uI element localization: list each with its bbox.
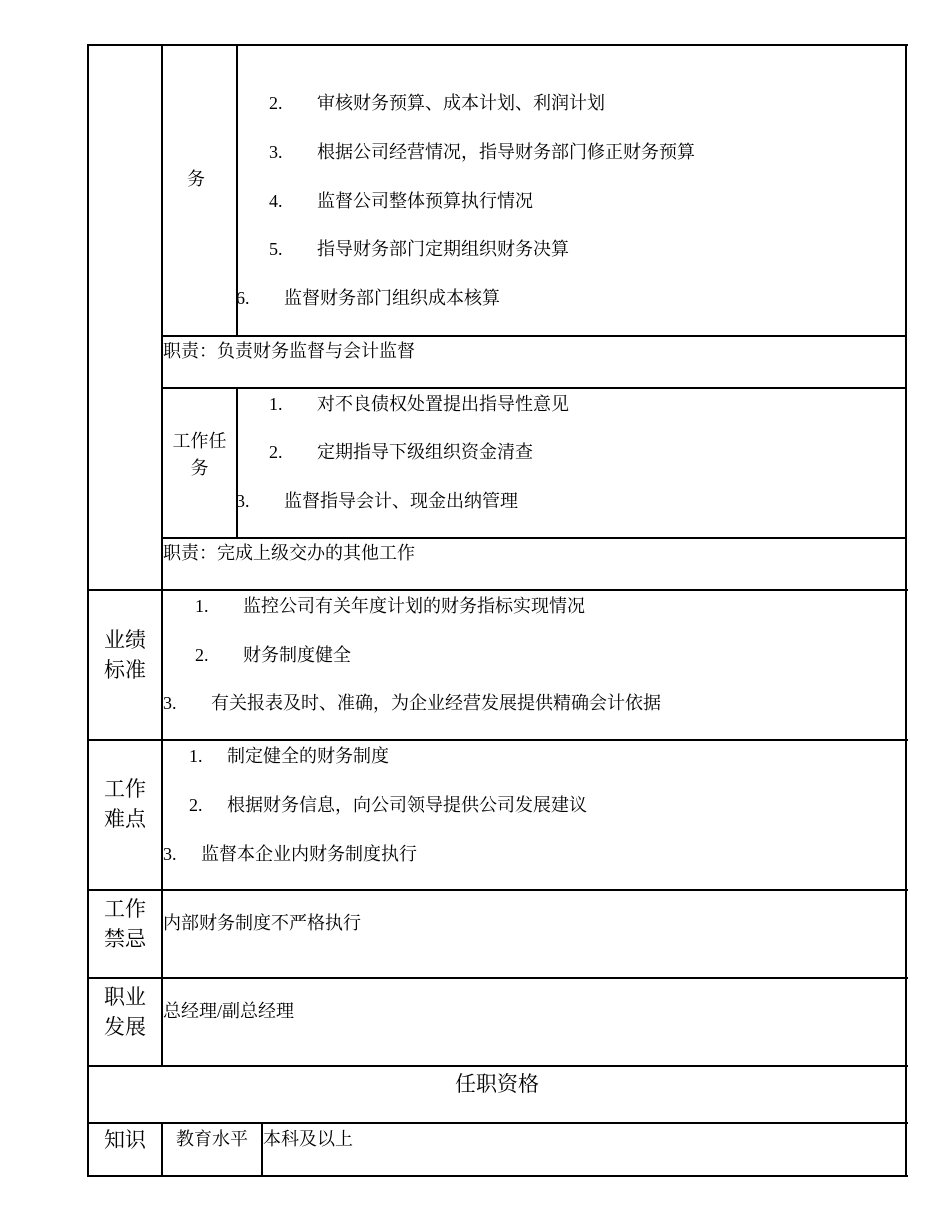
list-item-number: 3. <box>236 491 250 511</box>
list-item-number: 2. <box>195 645 209 665</box>
list-item-number: 1. <box>189 746 203 766</box>
duty-other: 职责：完成上级交办的其他工作 <box>163 543 415 563</box>
section-b-label-line1: 工作任 <box>172 431 227 451</box>
list-item <box>163 843 417 865</box>
career-label-line2: 发展 <box>104 1015 146 1039</box>
taboo-text: 内部财务制度不严格执行 <box>163 913 361 933</box>
list-item <box>269 441 533 463</box>
list-item-number: 3. <box>269 142 283 162</box>
performance-label <box>89 625 161 685</box>
section-a-label: 务 <box>187 169 205 189</box>
list-item <box>189 794 587 816</box>
list-item <box>236 287 500 309</box>
list-item-number: 2. <box>269 442 283 462</box>
list-item-text: 指导财务部门定期组织财务决算 <box>317 239 569 259</box>
list-item-text: 监控公司有关年度计划的财务指标实现情况 <box>243 596 585 616</box>
qualification-header: 任职资格 <box>455 1072 539 1096</box>
taboo-label-line1: 工作 <box>104 897 146 921</box>
list-item-text: 制定健全的财务制度 <box>227 746 389 766</box>
list-item-text: 对不良债权处置提出指导性意见 <box>317 394 569 414</box>
list-item <box>269 238 569 260</box>
list-item-text: 审核财务预算、成本计划、利润计划 <box>317 93 605 113</box>
education-label: 教育水平 <box>176 1129 248 1149</box>
list-item-text: 有关报表及时、准确，为企业经营发展提供精确会计依据 <box>211 693 661 713</box>
list-item-text: 财务制度健全 <box>243 645 351 665</box>
list-item <box>189 745 389 767</box>
performance-label-line1: 业绩 <box>104 628 146 652</box>
list-item <box>269 92 605 114</box>
list-item-number: 4. <box>269 191 283 211</box>
list-item-text: 根据公司经营情况，指导财务部门修正财务预算 <box>317 142 695 162</box>
education-value: 本科及以上 <box>263 1129 353 1149</box>
list-item-number: 1. <box>195 596 209 616</box>
list-item-text: 定期指导下级组织资金清查 <box>317 442 533 462</box>
career-label <box>89 982 161 1042</box>
list-item-number: 5. <box>269 239 283 259</box>
list-item-number: 3. <box>163 693 177 713</box>
list-item-number: 1. <box>269 394 283 414</box>
difficulty-label-line1: 工作 <box>104 777 146 801</box>
taboo-label-line2: 禁忌 <box>104 927 146 951</box>
difficulty-label-line2: 难点 <box>104 807 146 831</box>
list-item-text: 监督指导会计、现金出纳管理 <box>284 491 518 511</box>
career-text: 总经理/副总经理 <box>163 1001 295 1021</box>
list-item <box>236 490 518 512</box>
performance-label-line2: 标准 <box>104 658 146 682</box>
career-label-line1: 职业 <box>104 985 146 1009</box>
list-item-number: 6. <box>236 288 250 308</box>
list-item-number: 2. <box>269 93 283 113</box>
difficulty-label <box>89 774 161 834</box>
list-item-number: 3. <box>163 844 177 864</box>
list-item-number: 2. <box>189 795 203 815</box>
list-item <box>269 141 695 163</box>
taboo-label <box>89 894 161 954</box>
list-item <box>269 393 569 415</box>
list-item-text: 根据财务信息，向公司领导提供公司发展建议 <box>227 795 587 815</box>
list-item-text: 监督财务部门组织成本核算 <box>284 288 500 308</box>
list-item <box>163 692 661 714</box>
knowledge-label: 知识 <box>104 1128 146 1152</box>
list-item-text: 监督本企业内财务制度执行 <box>201 844 417 864</box>
duty-finance: 职责：负责财务监督与会计监督 <box>163 341 415 361</box>
section-b-label-line2: 务 <box>190 458 209 478</box>
section-b-label <box>163 428 236 482</box>
list-item <box>195 595 585 617</box>
list-item-text: 监督公司整体预算执行情况 <box>317 191 533 211</box>
list-item <box>269 190 533 212</box>
list-item <box>195 644 351 666</box>
